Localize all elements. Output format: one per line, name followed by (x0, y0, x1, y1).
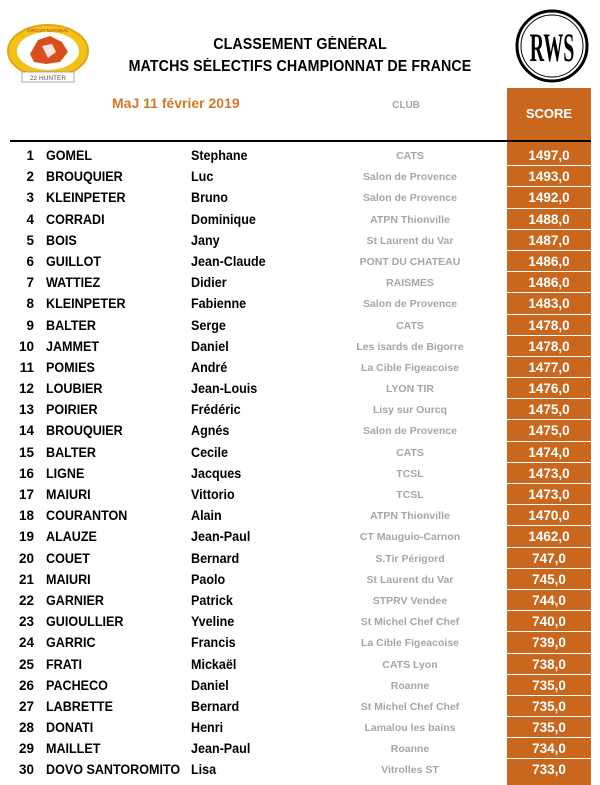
first-name-cell: Paolo (191, 571, 226, 587)
table-row (0, 315, 600, 336)
first-name-cell: Mickaël (191, 656, 237, 672)
club-cell: St Laurent du Var (366, 573, 454, 586)
first-name-cell: Jany (191, 232, 220, 248)
club-cell: La Cible Figeacoise (360, 637, 460, 650)
first-name-cell: Daniel (191, 677, 229, 693)
last-name-cell: KLEINPETER (46, 190, 126, 206)
table-row (0, 209, 600, 230)
first-name-cell: Serge (191, 317, 226, 333)
rank-cell: 13 (18, 402, 34, 418)
club-cell: Lisy sur Ourcq (372, 404, 448, 417)
rank-cell: 12 (18, 381, 34, 397)
last-name-cell: PACHECO (46, 677, 108, 693)
score-cell: 735,0 (532, 677, 566, 693)
rank-cell: 4 (26, 211, 34, 227)
club-cell: ATPN Thionville (370, 213, 450, 226)
first-name-cell: André (191, 359, 228, 375)
club-cell: CATS Lyon (382, 658, 438, 671)
last-name-cell: BALTER (46, 317, 96, 333)
rank-cell: 10 (18, 338, 34, 354)
first-name-cell: Luc (191, 169, 214, 185)
score-cell: 1475,0 (528, 423, 570, 439)
rank-cell: 17 (18, 487, 34, 502)
table-row (0, 166, 600, 187)
first-name-cell: Henri (191, 720, 224, 736)
club-cell: St Michel Chef Chef (360, 700, 460, 713)
rank-cell: 27 (18, 698, 34, 714)
first-name-cell: Jean-Louis (191, 381, 258, 397)
rws-logo-text: RWS (529, 25, 575, 70)
club-cell: Salon de Provence (363, 425, 457, 438)
rank-cell: 23 (18, 614, 34, 630)
last-name-cell: JAMMET (46, 338, 100, 354)
score-cell: 1478,0 (528, 317, 570, 333)
logo-ring-text: CIRCUIT NATIONAL (27, 28, 69, 33)
table-row (0, 717, 600, 738)
last-name-cell: MAILLET (46, 741, 101, 757)
rank-cell: 20 (18, 550, 34, 566)
last-name-cell: LIGNE (46, 465, 85, 481)
score-cell: 1477,0 (528, 359, 570, 375)
club-cell: CATS (396, 446, 424, 459)
score-cell: 747,0 (532, 550, 566, 566)
rank-cell: 19 (18, 529, 34, 545)
score-cell: 738,0 (532, 656, 566, 672)
score-cell: 1492,0 (528, 190, 570, 206)
table-row (0, 272, 600, 293)
score-cell: 1487,0 (528, 232, 570, 248)
first-name-cell: Jean-Claude (191, 253, 266, 269)
score-cell: 740,0 (532, 614, 566, 630)
rws-logo (514, 8, 590, 84)
table-row (0, 738, 600, 759)
score-cell: 1474,0 (528, 444, 570, 460)
first-name-cell: Jacques (191, 465, 242, 481)
rank-cell: 15 (18, 444, 34, 460)
score-cell: 744,0 (532, 592, 566, 608)
last-name-cell: POIRIER (46, 402, 98, 418)
table-row (0, 675, 600, 696)
club-cell: STPRV Vendee (372, 594, 448, 607)
table-row (0, 654, 600, 675)
first-name-cell: Bernard (191, 698, 240, 714)
rank-cell: 28 (18, 720, 34, 736)
last-name-cell: DOVO SANTOROMITO (46, 762, 181, 778)
table-row (0, 336, 600, 357)
last-name-cell: GARRIC (46, 635, 96, 651)
club-cell: Les isards de Bigorre (356, 340, 464, 353)
score-cell: 1486,0 (528, 275, 570, 291)
page-title: CLASSEMENT GÉNÉRAL (213, 36, 387, 53)
table-row (0, 378, 600, 399)
first-name-cell: Stephane (191, 148, 248, 163)
table-row (0, 548, 600, 569)
rank-cell: 6 (26, 253, 34, 269)
table-row (0, 145, 600, 166)
club-cell: Lamalou les bains (364, 722, 456, 735)
rank-cell: 8 (26, 296, 34, 312)
last-name-cell: GUILLOT (46, 253, 102, 269)
table-row (0, 759, 600, 780)
club-column-header: CLUB (392, 100, 420, 111)
rank-cell: 26 (18, 677, 34, 693)
rank-cell: 1 (26, 148, 34, 163)
club-cell: TCSL (396, 489, 424, 501)
club-cell: St Michel Chef Chef (360, 616, 460, 629)
score-cell: 1478,0 (528, 338, 570, 354)
score-cell: 1497,0 (528, 148, 570, 163)
last-name-cell: GOMEL (46, 148, 93, 163)
club-cell: PONT DU CHATEAU (359, 255, 461, 268)
table-row (0, 505, 600, 526)
last-name-cell: GARNIER (46, 592, 104, 608)
last-name-cell: MAIURI (46, 487, 91, 502)
first-name-cell: Cecile (191, 444, 228, 460)
table-row (0, 484, 600, 505)
rank-cell: 7 (26, 275, 34, 291)
rank-cell: 3 (26, 190, 34, 206)
first-name-cell: Bernard (191, 550, 240, 566)
score-cell: 1483,0 (528, 296, 570, 312)
rank-cell: 21 (18, 571, 34, 587)
rank-cell: 2 (26, 169, 34, 185)
table-row (0, 442, 600, 463)
club-cell: CATS (396, 150, 424, 162)
club-cell: ATPN Thionville (370, 510, 450, 523)
score-cell: 1473,0 (528, 465, 570, 481)
rank-cell: 25 (18, 656, 34, 672)
table-row (0, 526, 600, 547)
table-row (0, 399, 600, 420)
score-cell: 733,0 (532, 762, 566, 778)
club-cell: St Laurent du Var (366, 234, 454, 247)
table-row (0, 230, 600, 251)
rank-cell: 16 (18, 465, 34, 481)
rank-cell: 18 (18, 508, 34, 524)
club-cell: TCSL (396, 467, 424, 480)
last-name-cell: MAIURI (46, 571, 91, 587)
header-divider (10, 140, 591, 142)
last-name-cell: BROUQUIER (46, 169, 123, 185)
last-name-cell: BALTER (46, 444, 96, 460)
score-cell: 734,0 (532, 741, 566, 757)
first-name-cell: Agnés (191, 423, 230, 439)
update-date: MaJ 11 février 2019 (112, 95, 240, 111)
club-cell: Salon de Provence (363, 192, 457, 205)
table-row (0, 590, 600, 611)
table-row (0, 251, 600, 272)
last-name-cell: ALAUZE (46, 529, 97, 545)
club-cell: RAISMES (386, 277, 434, 290)
rank-cell: 29 (18, 741, 34, 757)
club-cell: Roanne (390, 743, 430, 756)
last-name-cell: LOUBIER (46, 381, 103, 397)
table-row (0, 293, 600, 314)
table-row (0, 569, 600, 590)
table-row (0, 696, 600, 717)
last-name-cell: LABRETTE (46, 698, 113, 714)
circuit-national-logo (6, 22, 90, 84)
table-row (0, 187, 600, 208)
score-cell: 735,0 (532, 720, 566, 736)
last-name-cell: POMIES (46, 359, 95, 375)
table-row (0, 357, 600, 378)
score-cell: 1470,0 (528, 508, 570, 524)
first-name-cell: Frédéric (191, 402, 241, 418)
score-cell: 1488,0 (528, 211, 570, 227)
score-cell: 1476,0 (528, 381, 570, 397)
club-cell: Salon de Provence (363, 298, 457, 311)
rank-cell: 9 (26, 317, 34, 333)
club-cell: Roanne (390, 679, 430, 692)
score-column-header: SCORE (525, 106, 573, 121)
last-name-cell: CORRADI (46, 211, 105, 227)
first-name-cell: Vittorio (191, 487, 235, 502)
last-name-cell: BROUQUIER (46, 423, 123, 439)
first-name-cell: Francis (191, 635, 236, 651)
last-name-cell: COUET (46, 550, 90, 566)
score-cell: 739,0 (532, 635, 566, 651)
first-name-cell: Fabienne (191, 296, 247, 312)
first-name-cell: Alain (191, 508, 222, 524)
ranking-table (0, 145, 600, 781)
first-name-cell: Yveline (191, 614, 235, 630)
table-row (0, 611, 600, 632)
first-name-cell: Jean-Paul (191, 529, 251, 545)
score-cell: 735,0 (532, 698, 566, 714)
first-name-cell: Dominique (191, 211, 256, 227)
score-cell: 1473,0 (528, 487, 570, 502)
rank-cell: 24 (18, 635, 34, 651)
first-name-cell: Didier (191, 275, 227, 291)
first-name-cell: Daniel (191, 338, 229, 354)
rank-cell: 14 (18, 423, 34, 439)
table-row (0, 420, 600, 441)
club-cell: S.Tir Périgord (375, 552, 445, 565)
score-cell: 1475,0 (528, 402, 570, 418)
club-cell: Vitrolles ST (381, 764, 439, 777)
club-cell: La Cible Figeacoise (360, 361, 460, 374)
first-name-cell: Lisa (191, 762, 217, 778)
logo-badge-text: 22 HUNTER (29, 75, 67, 82)
rank-cell: 22 (18, 592, 34, 608)
first-name-cell: Jean-Paul (191, 741, 251, 757)
club-cell: LYON TIR (385, 383, 435, 396)
page-subtitle: MATCHS SÉLECTIFS CHAMPIONNAT DE FRANCE (128, 58, 472, 75)
club-cell: Salon de Provence (363, 171, 457, 184)
rank-cell: 30 (18, 762, 34, 778)
first-name-cell: Patrick (191, 592, 233, 608)
last-name-cell: FRATI (46, 656, 83, 672)
score-cell: 1486,0 (528, 253, 570, 269)
last-name-cell: COURANTON (46, 508, 128, 524)
rank-cell: 11 (19, 359, 34, 375)
first-name-cell: Bruno (191, 190, 228, 206)
last-name-cell: DONATI (46, 720, 94, 736)
table-row (0, 632, 600, 653)
last-name-cell: GUIOULLIER (46, 614, 124, 630)
rank-cell: 5 (26, 232, 34, 248)
table-row (0, 463, 600, 484)
score-cell: 1493,0 (528, 169, 570, 185)
score-cell: 1462,0 (528, 529, 570, 545)
last-name-cell: WATTIEZ (46, 275, 101, 291)
last-name-cell: BOIS (46, 232, 77, 248)
last-name-cell: KLEINPETER (46, 296, 126, 312)
club-cell: CATS (396, 319, 424, 332)
club-cell: CT Mauguio-Carnon (359, 531, 461, 544)
score-cell: 745,0 (532, 571, 566, 587)
